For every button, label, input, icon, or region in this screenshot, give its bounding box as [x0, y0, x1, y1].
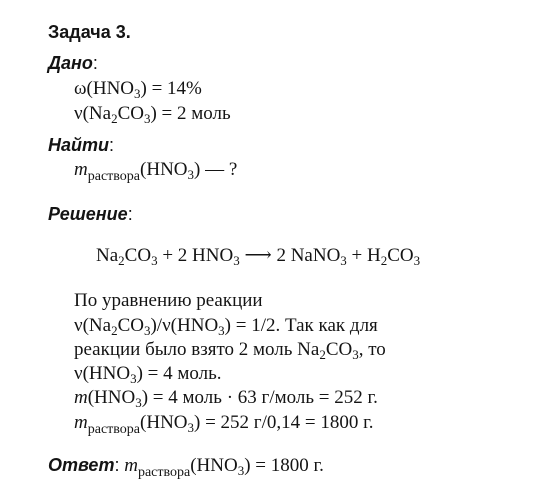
m-symbol: m	[74, 412, 88, 433]
m-symbol: m	[74, 159, 88, 180]
solution-text: По уравнению реакции	[74, 290, 263, 311]
answer-formula: (HNO	[190, 455, 238, 476]
subscript-3: 3	[134, 86, 141, 101]
subscript-3: 3	[340, 253, 347, 268]
solution-line-5	[74, 387, 378, 409]
subscript-3: 3	[187, 420, 195, 435]
answer-line	[48, 454, 324, 480]
ratio-na: ν(Na	[74, 315, 112, 336]
m-symbol: m	[124, 455, 138, 476]
solution-text: ν(HNO	[74, 363, 131, 384]
eq-hno: + 2 HNO	[157, 245, 234, 266]
ratio-tail: ) = 1/2. Так как для	[224, 315, 378, 336]
find-target	[74, 159, 238, 184]
task-title	[48, 21, 131, 43]
subscript-3: 3	[143, 323, 151, 338]
solution-tail: ) = 252 г/0,14 = 1800 г.	[194, 412, 374, 433]
answer-value: ) = 1800 г.	[244, 455, 324, 476]
amount-value: ) = 2 моль	[150, 103, 231, 124]
given-mass-fraction	[74, 78, 202, 100]
subscript-2: 2	[111, 323, 118, 338]
hno3-formula: (HNO	[140, 159, 188, 180]
ratio-co: CO	[117, 315, 144, 336]
m-symbol: m	[74, 387, 88, 408]
solution-text: (HNO	[140, 412, 188, 433]
solution-tail: ) = 4 моль · 63 г/моль = 252 г.	[141, 387, 378, 408]
m-subscript: раствора	[137, 465, 191, 480]
subscript-2: 2	[118, 253, 125, 268]
solution-text: реакции было взято 2 моль Na	[74, 339, 320, 360]
find-heading-text: Найти	[48, 135, 110, 155]
solution-line-3	[74, 339, 386, 361]
find-question: ) — ?	[194, 159, 238, 180]
subscript-3: 3	[143, 111, 151, 126]
mass-fraction-value: ) = 14%	[140, 78, 202, 99]
solution-line-4	[74, 363, 222, 385]
m-subscript: раствора	[87, 169, 141, 184]
omega-symbol: ω	[74, 78, 87, 99]
hno3-formula: (HNO	[86, 78, 135, 99]
ratio-hno: )/ν(HNO	[150, 315, 219, 336]
solution-line-6	[74, 412, 374, 437]
co-formula: CO	[117, 103, 144, 124]
find-heading	[48, 134, 114, 156]
solution-heading	[48, 203, 133, 225]
m-subscript: раствора	[87, 422, 141, 437]
subscript-3: 3	[237, 463, 245, 478]
nu-symbol: ν	[74, 103, 83, 124]
reaction-equation	[96, 245, 420, 267]
eq-co: CO	[124, 245, 152, 266]
solution-heading-colon: :	[127, 204, 133, 224]
subscript-3: 3	[413, 253, 421, 268]
solution-tail: , то	[358, 339, 386, 360]
subscript-3: 3	[187, 167, 195, 182]
subscript-3: 3	[233, 253, 240, 268]
eq-h: + H	[346, 245, 381, 266]
subscript-2: 2	[111, 111, 118, 126]
subscript-3: 3	[151, 253, 158, 268]
eq-na: Na	[96, 245, 119, 266]
eq-co: CO	[387, 245, 414, 266]
subscript-2: 2	[319, 347, 326, 362]
solution-line-1	[74, 290, 263, 312]
eq-arrow-nano: ⟶ 2 NaNO	[239, 245, 341, 266]
subscript-3: 3	[130, 371, 137, 386]
subscript-3: 3	[218, 323, 225, 338]
solution-text: (HNO	[87, 387, 136, 408]
subscript-2: 2	[380, 253, 388, 268]
solution-co: CO	[325, 339, 353, 360]
subscript-3: 3	[352, 347, 359, 362]
given-amount	[74, 103, 231, 125]
subscript-3: 3	[135, 395, 142, 410]
solution-heading-text: Решение	[48, 204, 128, 224]
na-formula: (Na	[82, 103, 112, 124]
given-heading-text: Дано	[48, 53, 93, 73]
answer-heading-colon: :	[114, 455, 120, 475]
given-heading-colon: :	[92, 53, 98, 73]
task-title-text: Задача 3.	[48, 22, 131, 42]
answer-heading: Ответ	[48, 455, 115, 475]
solution-line-2	[74, 315, 378, 337]
given-heading	[48, 52, 98, 74]
find-heading-colon: :	[109, 135, 115, 155]
solution-tail: ) = 4 моль.	[136, 363, 222, 384]
